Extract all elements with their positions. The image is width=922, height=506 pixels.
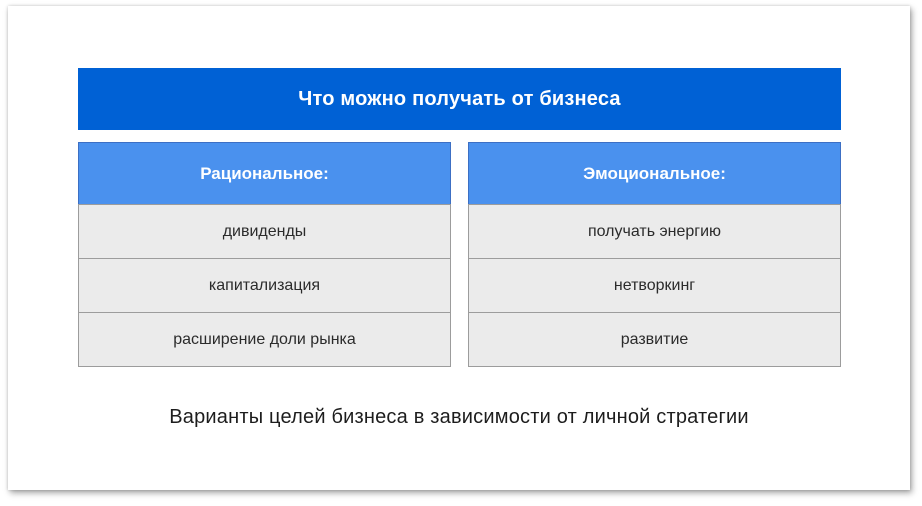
cell-label: развитие [620, 330, 689, 348]
column-header-label: Эмоциональное: [583, 163, 726, 183]
column-header-label: Рациональное: [200, 163, 329, 183]
cell-label: дивиденды [222, 222, 307, 240]
cell-label: расширение доли рынка [173, 330, 356, 348]
table-cell [468, 258, 841, 313]
cell-label: капитализация [208, 276, 321, 294]
slide-caption: Варианты целей бизнеса в зависимости от личной стратегии [169, 406, 749, 428]
table-cell [78, 204, 451, 259]
slide-card [8, 6, 910, 490]
slide-title: Что можно получать от бизнеса [298, 87, 621, 110]
column-rational [78, 142, 451, 367]
column-emotional [468, 142, 841, 367]
table-cell [468, 204, 841, 259]
table-cell [78, 312, 451, 367]
column-rational-header [78, 142, 451, 205]
table-cell [78, 258, 451, 313]
cell-label: нетворкинг [613, 276, 696, 294]
slide-title-bar [78, 68, 841, 130]
column-emotional-header [468, 142, 841, 205]
cell-label: получать энергию [587, 222, 722, 240]
table-cell [468, 312, 841, 367]
